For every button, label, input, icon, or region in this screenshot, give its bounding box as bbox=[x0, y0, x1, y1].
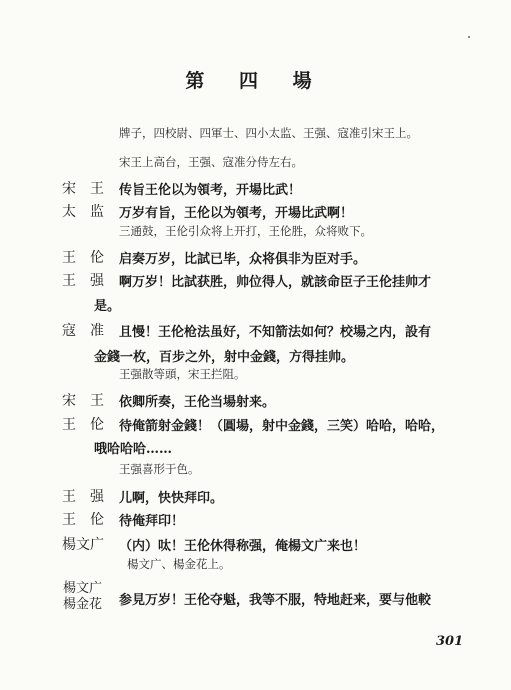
speaker-name: 宋 王 bbox=[62, 393, 104, 409]
speaker-name: 寇 准 bbox=[62, 323, 104, 339]
speaker-name: 王 强 bbox=[62, 273, 104, 289]
dialogue-line: 是。 bbox=[94, 299, 121, 314]
dialogue-line: 依卿所奏，王伦当場射来。 bbox=[119, 395, 276, 410]
dialogue-line: 待俺拜印！ bbox=[119, 514, 185, 529]
speaker-name: 楊文广 bbox=[62, 537, 104, 553]
dialogue-line: 哦哈哈哈…… bbox=[94, 442, 173, 457]
stage-direction: 牌子，四校尉、四軍士、四小太监、王强、寇准引宋王上。 bbox=[119, 126, 418, 140]
stage-direction: 王强散等頭，宋王拦阻。 bbox=[119, 367, 246, 381]
stage-direction: 三通鼓，王伦引众将上开打，王伦胜，众将败下。 bbox=[119, 224, 372, 238]
dialogue-line: （内）呔！王伦休得称强，俺楊文广来也！ bbox=[119, 539, 367, 554]
speaker-name: 王 伦 bbox=[62, 512, 104, 528]
page-speck bbox=[468, 36, 470, 38]
dialogue-line: 传旨王伦以为領考，开場比武！ bbox=[119, 183, 302, 198]
dialogue-line: 金錢一枚，百步之外，射中金錢，方得挂帅。 bbox=[94, 350, 355, 365]
dialogue-line: 儿啊，快快拜印。 bbox=[119, 491, 224, 506]
dialogue-line: 啊万岁！比試获胜，帅位得人，就該命臣子王伦挂帅才 bbox=[119, 275, 432, 290]
speaker-name: 宋 王 bbox=[62, 181, 104, 197]
stage-direction: 宋王上高台，王强、寇准分侍左右。 bbox=[119, 155, 303, 169]
speaker-name: 王 伦 bbox=[62, 417, 104, 433]
speaker-name: 太 监 bbox=[62, 204, 104, 220]
speaker-name: 楊金花 bbox=[63, 597, 103, 612]
scene-title: 第 四 場 bbox=[185, 70, 326, 92]
speaker-name: 王 伦 bbox=[62, 250, 104, 266]
stage-direction: 王强喜形于色。 bbox=[119, 462, 200, 476]
stage-direction: 楊文广、楊金花上。 bbox=[127, 557, 231, 571]
speaker-name: 楊文广 bbox=[63, 581, 103, 596]
dialogue-line: 参見万岁！王伦夺魁，我等不服，特地赶来，要与他較 bbox=[119, 593, 432, 608]
page-number: 301 bbox=[436, 634, 464, 649]
dialogue-line: 启奏万岁，比試已毕，众将俱非为臣对手。 bbox=[119, 252, 367, 267]
speaker-name: 王 强 bbox=[62, 489, 104, 505]
dialogue-line: 待俺箭射金錢！（圓場，射中金錢，三笑）哈哈，哈哈， bbox=[119, 419, 445, 434]
dialogue-line: 万岁有旨，王伦以为領考，开場比武啊！ bbox=[119, 206, 354, 221]
dialogue-line: 且慢！王伦枪法虽好，不知箭法如何？校場之内，設有 bbox=[119, 325, 432, 340]
